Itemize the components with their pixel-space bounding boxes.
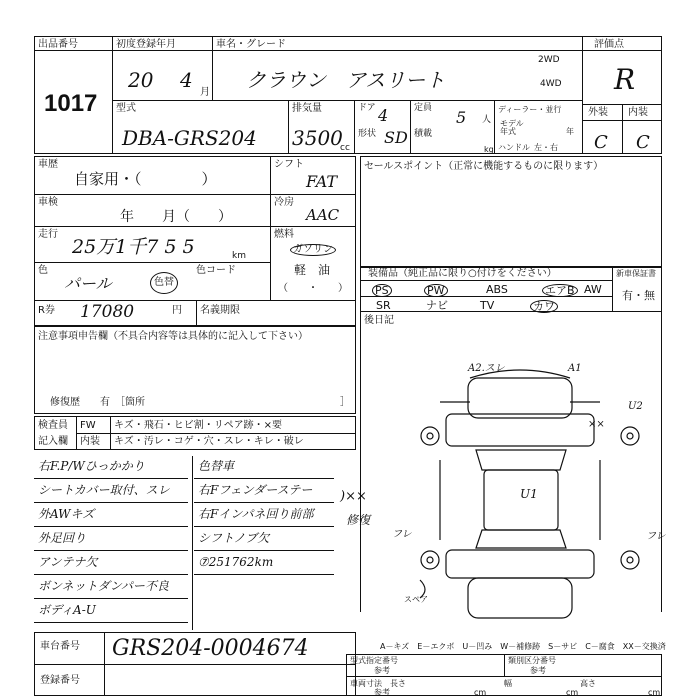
remark-left: ボディA-U <box>38 603 96 617</box>
equipment-item: SR <box>376 299 391 312</box>
first-reg-label: 初度登録年月 <box>116 39 176 50</box>
ext-label: 外装 <box>588 107 608 118</box>
sales-label: セールスポイント（正常に機能するものに限ります） <box>364 161 604 172</box>
color-change: 色替 <box>150 272 178 294</box>
inspector-label-2: 記入欄 <box>38 436 68 447</box>
door-label: ドア <box>358 103 376 113</box>
chassis-label: 車台番号 <box>40 641 80 652</box>
capacity-label: 定員 <box>414 103 433 113</box>
dims-unit-1: cm <box>474 688 487 697</box>
interior-items: キズ・汚レ・コゲ・穴・スレ・キレ・破レ <box>114 436 304 447</box>
remark-right: シフトノブ欠 <box>198 531 270 545</box>
ac: AAC <box>306 206 340 224</box>
equipment-label: 装備品（純正品に限り○付けをください） <box>368 268 557 279</box>
drive-2wd: 2WD <box>538 55 560 65</box>
mark-fure-right: フレ <box>646 531 666 542</box>
equipment-item: カワ <box>530 300 558 313</box>
fuel-diesel: 軽 油 <box>294 263 331 277</box>
model-label: 型式 <box>116 103 136 114</box>
score: R <box>614 63 636 96</box>
equipment-item: エアB <box>542 284 578 297</box>
equipment-item: TV <box>480 299 495 312</box>
remarks-bracket-2: 修復 <box>346 513 371 527</box>
shape: SD <box>384 128 408 147</box>
model-cert-ref: 参考 <box>374 666 390 675</box>
mileage-unit: km <box>232 251 246 261</box>
remark-right: 右Fフェンダーステー <box>198 483 313 497</box>
lot-no-label: 出品番号 <box>38 39 78 50</box>
drive-4wd: 4WD <box>540 79 562 89</box>
inspector-label-1: 検査員 <box>38 420 68 431</box>
class-cert-label: 類別区分番号 <box>508 656 556 665</box>
meigi-label: 名義期限 <box>200 305 240 316</box>
color-label: 色 <box>38 265 48 276</box>
interior-label: 内装 <box>80 436 100 447</box>
mark-a2: A2.スレ <box>468 363 505 374</box>
ext-score: C <box>594 132 608 153</box>
shape-label: 形状 <box>358 129 377 139</box>
car-name: クラウン アスリート <box>246 68 446 92</box>
int-score: C <box>636 132 650 153</box>
remark-right: 色替車 <box>198 459 235 473</box>
year-suffix: 年 <box>566 127 574 136</box>
cc-label: 排気量 <box>292 103 322 114</box>
remark-left: ボンネットダンパー不良 <box>38 579 169 593</box>
dealer-label: ディーラー・並行 <box>498 105 562 114</box>
equipment-item: AW <box>584 283 602 296</box>
car-name-label: 車名・グレード <box>216 39 286 50</box>
repair-label: 修復歴 有 ［箇所 <box>50 397 145 408</box>
recycle-label: R券 <box>38 305 55 316</box>
fuel-gas: ガソリン <box>290 244 336 256</box>
new-car-value: 有・無 <box>622 289 655 302</box>
capacity: 5 <box>456 108 467 127</box>
history-value: 自家用・（ ） <box>74 170 217 188</box>
remark-right: 右Fインパネ回り前部 <box>198 507 314 521</box>
mark-u2: U2 <box>628 401 643 412</box>
cc: 3500 <box>292 126 343 150</box>
width-label: 幅 <box>504 679 512 688</box>
remark-left: シートカバー取付、スレ <box>38 483 170 497</box>
recycle: 17080 <box>80 302 135 322</box>
month-unit: 月 <box>200 87 210 98</box>
remark-left: アンテナ欠 <box>38 555 98 569</box>
handle-lr: 左・右 <box>534 143 558 152</box>
chassis-value: GRS204-0004674 <box>112 636 309 661</box>
first-reg-month: 4 <box>180 68 193 92</box>
equipment-item: ABS <box>486 283 508 296</box>
equipment-item: PW <box>424 284 448 297</box>
height-label: 高さ <box>580 679 596 688</box>
shaken-value: 年 月（ ） <box>120 209 232 225</box>
dims-unit-3: cm <box>648 688 661 697</box>
fuel-other: （ ・ ） <box>278 283 348 294</box>
int-label: 内装 <box>628 107 648 118</box>
load-label: 積載 <box>414 129 433 139</box>
first-reg-year: 20 <box>128 68 154 92</box>
recycle-unit: 円 <box>172 305 182 316</box>
cc-unit: cc <box>340 143 350 153</box>
fw-label: FW <box>80 420 96 431</box>
door: 4 <box>378 106 389 125</box>
load-unit: kg <box>484 145 494 154</box>
history-label: 車歴 <box>38 159 58 170</box>
remark-left: 外足回り <box>38 531 87 545</box>
color: パール <box>64 274 112 293</box>
dims-label: 車両寸法 長さ <box>350 679 406 688</box>
handle-label: ハンドル <box>498 143 530 152</box>
dims-ref: 参考 <box>374 688 390 697</box>
class-cert-ref: 参考 <box>530 666 546 675</box>
shift: FAT <box>306 172 338 191</box>
shift-label: シフト <box>274 159 304 170</box>
model-year-label: モデル年式 <box>500 119 524 136</box>
remarks-bracket: )×× <box>340 489 367 504</box>
repair-close: ］ <box>340 397 350 408</box>
fuel-label: 燃料 <box>274 229 294 240</box>
notes-label: 注意事項申告欄（不具合内容等は具体的に記入して下さい） <box>38 331 308 342</box>
remark-left: 右F.P/Wひっかかり <box>38 459 145 473</box>
model-cert-label: 型式指定番号 <box>350 656 398 665</box>
new-car-label: 新車保証書 <box>616 269 656 278</box>
equipment-item: ナビ <box>426 299 448 312</box>
mark-u1: U1 <box>520 487 538 501</box>
shaken-label: 車検 <box>38 197 58 208</box>
capacity-unit: 人 <box>482 115 492 125</box>
mark-a1: A1 <box>568 363 582 374</box>
score-label: 評価点 <box>594 39 624 50</box>
model: DBA-GRS204 <box>122 126 257 150</box>
damage-legend: A－キズ E－エクボ U－凹み W－補修跡 S－サビ C－腐食 XX－交換済 <box>380 642 666 651</box>
dims-unit-2: cm <box>566 688 579 697</box>
remark-left: 外AWキズ <box>38 507 95 521</box>
mark-xx: ×× <box>588 419 605 430</box>
color-code-label: 色コード <box>196 265 236 276</box>
ac-label: 冷房 <box>274 197 294 208</box>
remark-right: ⑦251762km <box>198 555 274 569</box>
mileage: 25万1千7 5 5 <box>72 236 195 258</box>
mileage-label: 走行 <box>38 229 58 240</box>
rear-label: 後日記 <box>364 315 394 326</box>
mark-fure-left: フレ <box>392 529 412 540</box>
fw-items: キズ・飛石・ヒビ割・リペア跡・×要 <box>114 420 282 431</box>
mark-spare: スペア <box>404 595 428 604</box>
equipment-item: PS <box>372 284 392 297</box>
reg-label: 登録番号 <box>40 675 80 686</box>
lot-no: 1017 <box>44 90 98 117</box>
